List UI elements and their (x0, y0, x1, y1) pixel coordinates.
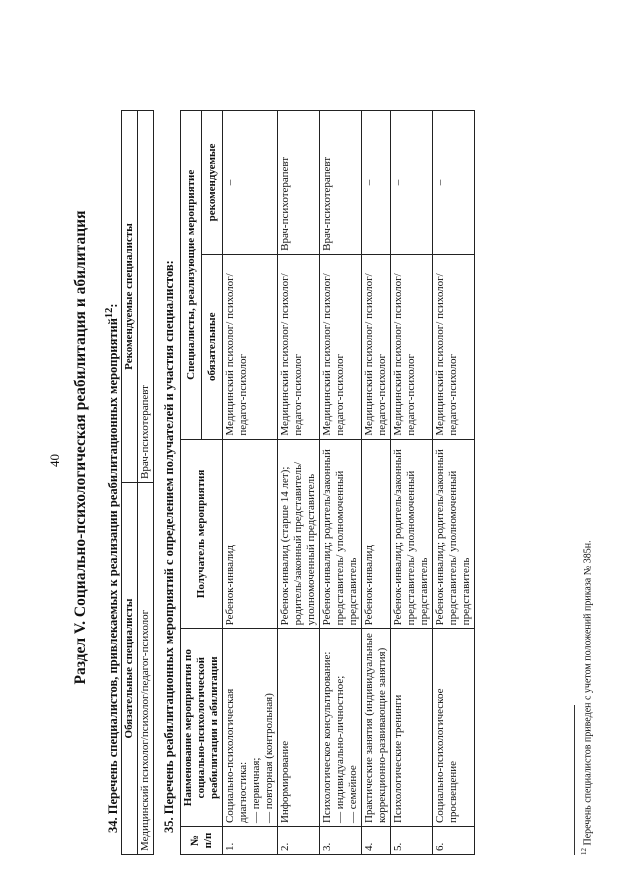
row-name-text: Практические занятия (индивидуальные коррекционно-развивающие занятия) (363, 633, 388, 824)
row-required: Медицинский психолог/ психолог/педагог-психолог (433, 254, 475, 439)
col-recommended-specialists: Рекомендуемые специалисты (122, 111, 138, 483)
row-recipient: Ребенок-инвалид (362, 439, 391, 629)
section-35-heading: 35. Перечень реабилитационных мероприятий с определением получателей и участия специалистов: (162, 260, 176, 833)
row-recipient: Ребенок-инвалид; родитель/законный представитель/ уполномоченный представитель (433, 439, 475, 629)
row-recipient: Ребенок-инвалид (223, 439, 278, 629)
row-name (320, 629, 362, 827)
table-row (278, 111, 320, 855)
header-num: № п/п (181, 827, 223, 855)
row-recommended: – (362, 111, 391, 255)
row-name-text: Социально-психологическое просвещение (434, 688, 459, 824)
footnote-ref: 12 (104, 307, 115, 319)
row-num: 4. (362, 827, 391, 855)
list-item: — повторная (контрольная) (263, 632, 276, 823)
header-specialists: Специалисты, реализующие мероприятие (181, 111, 202, 440)
row-required: Медицинский психолог/ психолог/педагог-психолог (320, 254, 362, 439)
row-recommended: Врач-психотерапевт (278, 111, 320, 255)
row-recommended: – (433, 111, 475, 255)
header-required: обязательные (202, 254, 223, 439)
row-num: 6. (433, 827, 475, 855)
row-name-text: Социально-психологическая диагностика: (224, 688, 249, 824)
row-name-text: Информирование (279, 740, 291, 824)
row-name (391, 629, 433, 827)
row-name-text: Психологическое консультирование: (321, 651, 333, 824)
footnote (580, 540, 593, 855)
section-34-heading-end: : (106, 303, 121, 308)
page-number: 40 (47, 454, 62, 467)
table-row (320, 111, 362, 855)
measures-table (180, 110, 475, 855)
section-title: Раздел V. Социально-психологическая реабилитация и абилитация (72, 210, 89, 685)
footnote-divider (574, 705, 575, 855)
required-specialists-value: Медицинский психолог/психолог/педагог-психолог (138, 483, 154, 855)
col-required-specialists: Обязательные специалисты (122, 483, 138, 855)
row-num: 1. (223, 827, 278, 855)
recommended-specialists-value: Врач-психотерапевт (138, 111, 154, 483)
row-required: Медицинский психолог/ психолог/педагог-психолог (362, 254, 391, 439)
table-row (433, 111, 475, 855)
table-row (223, 111, 278, 855)
row-name (362, 629, 391, 827)
row-subitems (250, 632, 276, 823)
row-required: Медицинский психолог/ психолог/педагог-психолог (278, 254, 320, 439)
row-name (223, 629, 278, 827)
list-item: — первичная; (250, 632, 263, 823)
row-recommended: – (391, 111, 433, 255)
row-recommended: – (223, 111, 278, 255)
footnote-mark: 12 (580, 848, 588, 855)
table-row (391, 111, 433, 855)
header-name: Наименование мероприятия по социально-психологической реабилитации и абилитации (181, 629, 223, 827)
row-subitems (334, 632, 360, 823)
row-num: 5. (391, 827, 433, 855)
section-34-heading (104, 303, 121, 833)
table-row (362, 111, 391, 855)
row-name-text: Психологические тренинги (392, 694, 404, 824)
row-required: Медицинский психолог/ психолог/педагог-психолог (391, 254, 433, 439)
list-item: — семейное (347, 632, 360, 823)
header-recommended: рекомендуемые (202, 111, 223, 255)
row-name (278, 629, 320, 827)
row-recommended: Врач-психотерапевт (320, 111, 362, 255)
row-recipient: Ребенок-инвалид; родитель/законный представитель/ уполномоченный представитель (391, 439, 433, 629)
list-item: — индивидуально-личностное; (334, 632, 347, 823)
row-name (433, 629, 475, 827)
row-recipient: Ребенок-инвалид (старше 14 лет); родитель/законный представитель/ уполномоченный представитель (278, 439, 320, 629)
row-num: 2. (278, 827, 320, 855)
footnote-text: Перечень специалистов приведен с учетом положений приказа № 385н. (582, 540, 594, 846)
row-recipient: Ребенок-инвалид; родитель/законный представитель/ уполномоченный представитель (320, 439, 362, 629)
row-required: Медицинский психолог/ психолог/педагог-психолог (223, 254, 278, 439)
section-34-heading-text: 34. Перечень специалистов, привлекаемых к реализации реабилитационных мероприятий (106, 318, 121, 833)
header-recipient: Получатель мероприятия (181, 439, 223, 629)
row-num: 3. (320, 827, 362, 855)
specialists-table (121, 110, 154, 855)
